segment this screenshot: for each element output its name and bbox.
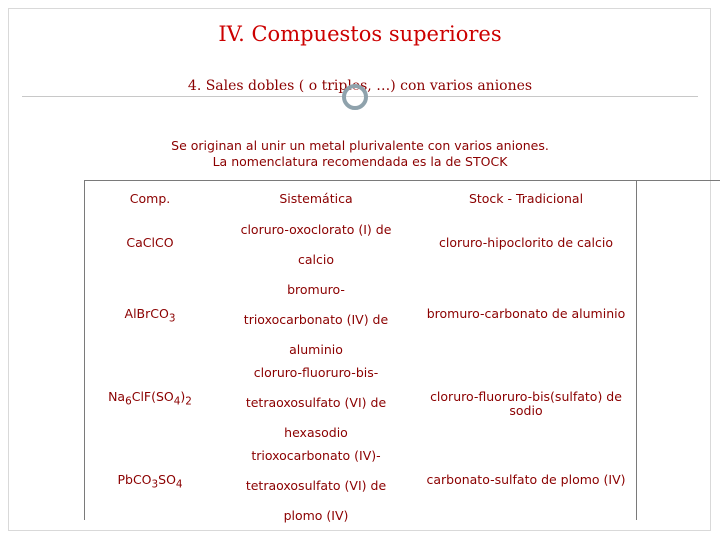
formula-part: Br — [136, 306, 151, 321]
row-4-sistematica — [216, 441, 416, 531]
intro-line-2: La nomenclatura recomendada es la de STOCK — [212, 154, 508, 169]
header-comp: Comp. — [129, 191, 171, 206]
formula-subscript: 2 — [185, 395, 192, 408]
sistematica-line: bromuro- — [287, 282, 345, 297]
formula-part: F — [143, 389, 152, 404]
formula-part: Na — [108, 389, 126, 404]
formula-part: CO — [155, 235, 174, 250]
formula-part: SO — [158, 472, 176, 487]
sistematica-line: plomo (IV) — [283, 508, 349, 523]
formula-subscript: 6 — [125, 395, 132, 408]
sistematica-line: tetraoxosulfato (VI) de — [245, 478, 387, 493]
row-2-formula — [84, 307, 216, 326]
row-3-stock: cloruro-fluoruro-bis(sulfato) de sodio — [430, 389, 622, 418]
formula-part: Cl — [131, 389, 144, 404]
formula-part: CO — [150, 306, 169, 321]
formula-part: Ca — [126, 235, 143, 250]
formula-subscript: 4 — [175, 478, 183, 491]
row-2-stock: bromuro-carbonato de aluminio — [426, 306, 626, 321]
intro-text — [0, 138, 720, 170]
row-4-stock: carbonato-sulfato de plomo (IV) — [426, 472, 626, 487]
table-right-border — [636, 180, 637, 520]
formula-part: Al — [124, 306, 137, 321]
table-left-border — [84, 180, 85, 520]
row-1-sistematica — [216, 215, 416, 275]
row-1-stock: cloruro-hipoclorito de calcio — [438, 235, 613, 250]
row-3-sistematica — [216, 358, 416, 448]
intro-line-1: Se originan al unir un metal plurivalente con varios aniones. — [171, 138, 549, 153]
sistematica-line: tetraoxosulfato (VI) de — [245, 395, 387, 410]
table-top-border — [84, 180, 720, 181]
row-4-formula — [84, 473, 216, 492]
header-sistematica: Sistemática — [279, 191, 353, 206]
formula-subscript: 3 — [168, 312, 176, 325]
sistematica-line: calcio — [298, 252, 334, 267]
sistematica-line: cloruro-fluoruro-bis- — [253, 365, 379, 380]
formula-part: ) — [180, 389, 186, 404]
formula-subscript: 3 — [151, 478, 159, 491]
row-2-sistematica — [216, 275, 416, 365]
formula-part: (SO — [151, 389, 174, 404]
sistematica-line: trioxocarbonato (IV) de — [243, 312, 389, 327]
formula-subscript: 4 — [173, 395, 181, 408]
header-stock: Stock - Tradicional — [468, 191, 584, 206]
formula-part: CO — [132, 472, 152, 487]
separator-ring-ornament — [342, 84, 368, 110]
nomenclature-table — [84, 180, 720, 523]
sistematica-line: hexasodio — [284, 425, 348, 440]
row-3-formula — [84, 390, 216, 409]
formula-part: Pb — [117, 472, 133, 487]
row-1-formula — [84, 236, 216, 250]
sistematica-line: aluminio — [289, 342, 343, 357]
sistematica-line: trioxocarbonato (IV)- — [251, 448, 381, 463]
slide-title: IV. Compuestos superiores — [218, 22, 502, 46]
slide-subtitle: 4. Sales dobles ( o triples, …) con varios aniones — [187, 78, 533, 94]
formula-part: Cl — [142, 235, 155, 250]
sistematica-line: cloruro-oxoclorato (I) de — [240, 222, 392, 237]
